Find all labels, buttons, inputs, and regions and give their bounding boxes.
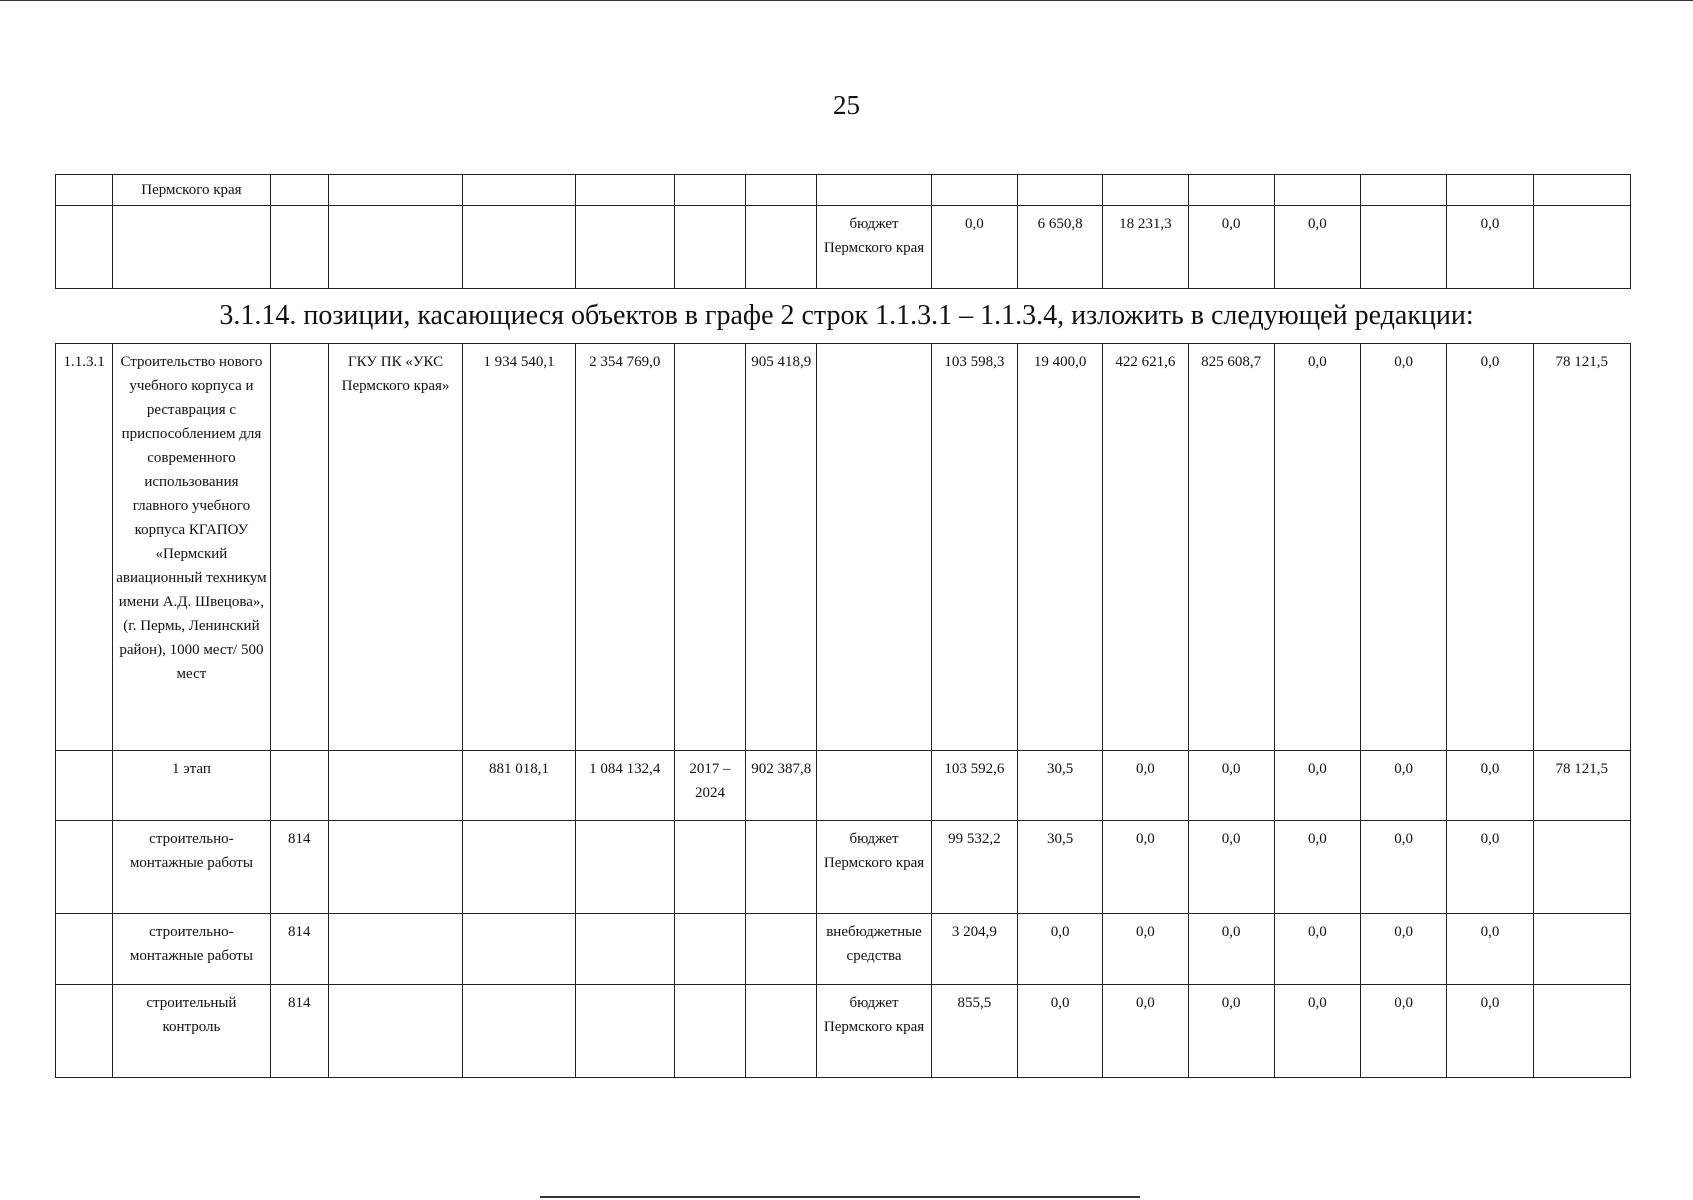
value-cell: 0,0	[1274, 985, 1360, 1078]
object-name: Строительство нового учебного корпуса и реставрация с приспособлением для современного использования главного учебного корпуса КГАПОУ «Пермский авиационный техникум имени А.Д. Швецова», (г. Пермь, Ленинский район), 1000 мест/ 500 мест	[113, 344, 271, 751]
value-cell: 0,0	[1274, 821, 1360, 914]
funding-source: внебюджетные средства	[817, 914, 931, 985]
value-cell: 0,0	[1274, 751, 1360, 821]
value-cell: 0,0	[1361, 344, 1447, 751]
value-cell	[1361, 206, 1447, 289]
value-cell: 19 400,0	[1017, 344, 1102, 751]
value-cell: 855,5	[931, 985, 1017, 1078]
code-cell: 814	[270, 821, 328, 914]
funding-source: бюджет Пермского края	[817, 821, 931, 914]
remain-cell: 905 418,9	[746, 344, 817, 751]
value-cell: 103 592,6	[931, 751, 1017, 821]
funding-source: бюджет Пермского края	[817, 985, 931, 1078]
value-cell: 0,0	[1017, 914, 1102, 985]
value-cell: 0,0	[1017, 985, 1102, 1078]
cost-cell: 881 018,1	[463, 751, 575, 821]
value-cell: 0,0	[1361, 985, 1447, 1078]
value-cell: 0,0	[1361, 914, 1447, 985]
cost-cell: 1 934 540,1	[463, 344, 575, 751]
continuation-table	[55, 174, 1631, 289]
table-row	[56, 175, 1631, 206]
value-cell: 0,0	[1447, 751, 1533, 821]
period-cell	[674, 344, 745, 751]
section-heading: 3.1.14. позиции, касающиеся объектов в графе 2 строк 1.1.3.1 – 1.1.3.4, изложить в следующей редакции:	[219, 300, 1474, 331]
scan-edge-line	[540, 1196, 1140, 1198]
value-cell: 78 121,5	[1533, 344, 1630, 751]
value-cell: 103 598,3	[931, 344, 1017, 751]
funding-source	[817, 751, 931, 821]
customer-cell	[328, 751, 462, 821]
value-cell: 0,0	[1103, 914, 1188, 985]
code-cell	[270, 751, 328, 821]
page-number: 25	[833, 90, 860, 120]
value-cell: 0,0	[1188, 985, 1274, 1078]
table-row-work	[56, 914, 1631, 985]
funding-source: бюджет Пермского края	[817, 206, 931, 289]
value-cell: 0,0	[1188, 821, 1274, 914]
value-cell: 0,0	[1103, 751, 1188, 821]
value-cell	[1533, 985, 1630, 1078]
value-cell: 0,0	[1274, 344, 1360, 751]
value-cell	[1533, 206, 1630, 289]
value-cell: 0,0	[1274, 206, 1360, 289]
value-cell: 0,0	[1447, 821, 1533, 914]
value-cell: 0,0	[1447, 206, 1533, 289]
value-cell: 0,0	[1188, 914, 1274, 985]
value-cell: 0,0	[1361, 821, 1447, 914]
table-row-object	[56, 344, 1631, 751]
value-cell: 825 608,7	[1188, 344, 1274, 751]
value-cell: 0,0	[931, 206, 1017, 289]
work-name: строительно-монтажные работы	[113, 914, 271, 985]
funding-source	[817, 344, 931, 751]
period-cell: 2017 – 2024	[674, 751, 745, 821]
table-row-work	[56, 821, 1631, 914]
work-name: строительно-монтажные работы	[113, 821, 271, 914]
value-cell: 0,0	[1188, 206, 1274, 289]
remain-cell: 902 387,8	[746, 751, 817, 821]
row-name: Пермского края	[113, 175, 271, 206]
table-row-stage	[56, 751, 1631, 821]
value-cell: 99 532,2	[931, 821, 1017, 914]
value-cell: 6 650,8	[1017, 206, 1102, 289]
customer-cell: ГКУ ПК «УКС Пермского края»	[328, 344, 462, 751]
stage-name: 1 этап	[113, 751, 271, 821]
value-cell: 0,0	[1447, 985, 1533, 1078]
cost-cell: 1 084 132,4	[575, 751, 674, 821]
code-cell: 814	[270, 985, 328, 1078]
value-cell: 0,0	[1361, 751, 1447, 821]
table-row	[56, 206, 1631, 289]
value-cell: 422 621,6	[1103, 344, 1188, 751]
value-cell: 0,0	[1447, 914, 1533, 985]
value-cell: 30,5	[1017, 751, 1102, 821]
value-cell: 0,0	[1103, 985, 1188, 1078]
code-cell: 814	[270, 914, 328, 985]
row-number: 1.1.3.1	[56, 344, 113, 751]
value-cell: 30,5	[1017, 821, 1102, 914]
cost-cell: 2 354 769,0	[575, 344, 674, 751]
value-cell: 0,0	[1103, 821, 1188, 914]
value-cell: 0,0	[1188, 751, 1274, 821]
value-cell: 18 231,3	[1103, 206, 1188, 289]
value-cell	[1533, 914, 1630, 985]
value-cell: 3 204,9	[931, 914, 1017, 985]
value-cell: 78 121,5	[1533, 751, 1630, 821]
row-number	[56, 751, 113, 821]
code-cell	[270, 344, 328, 751]
work-name: строительный контроль	[113, 985, 271, 1078]
objects-table	[55, 343, 1631, 1078]
value-cell	[1533, 821, 1630, 914]
value-cell: 0,0	[1447, 344, 1533, 751]
value-cell: 0,0	[1274, 914, 1360, 985]
scan-edge-line	[0, 0, 1693, 1]
table-row-work	[56, 985, 1631, 1078]
